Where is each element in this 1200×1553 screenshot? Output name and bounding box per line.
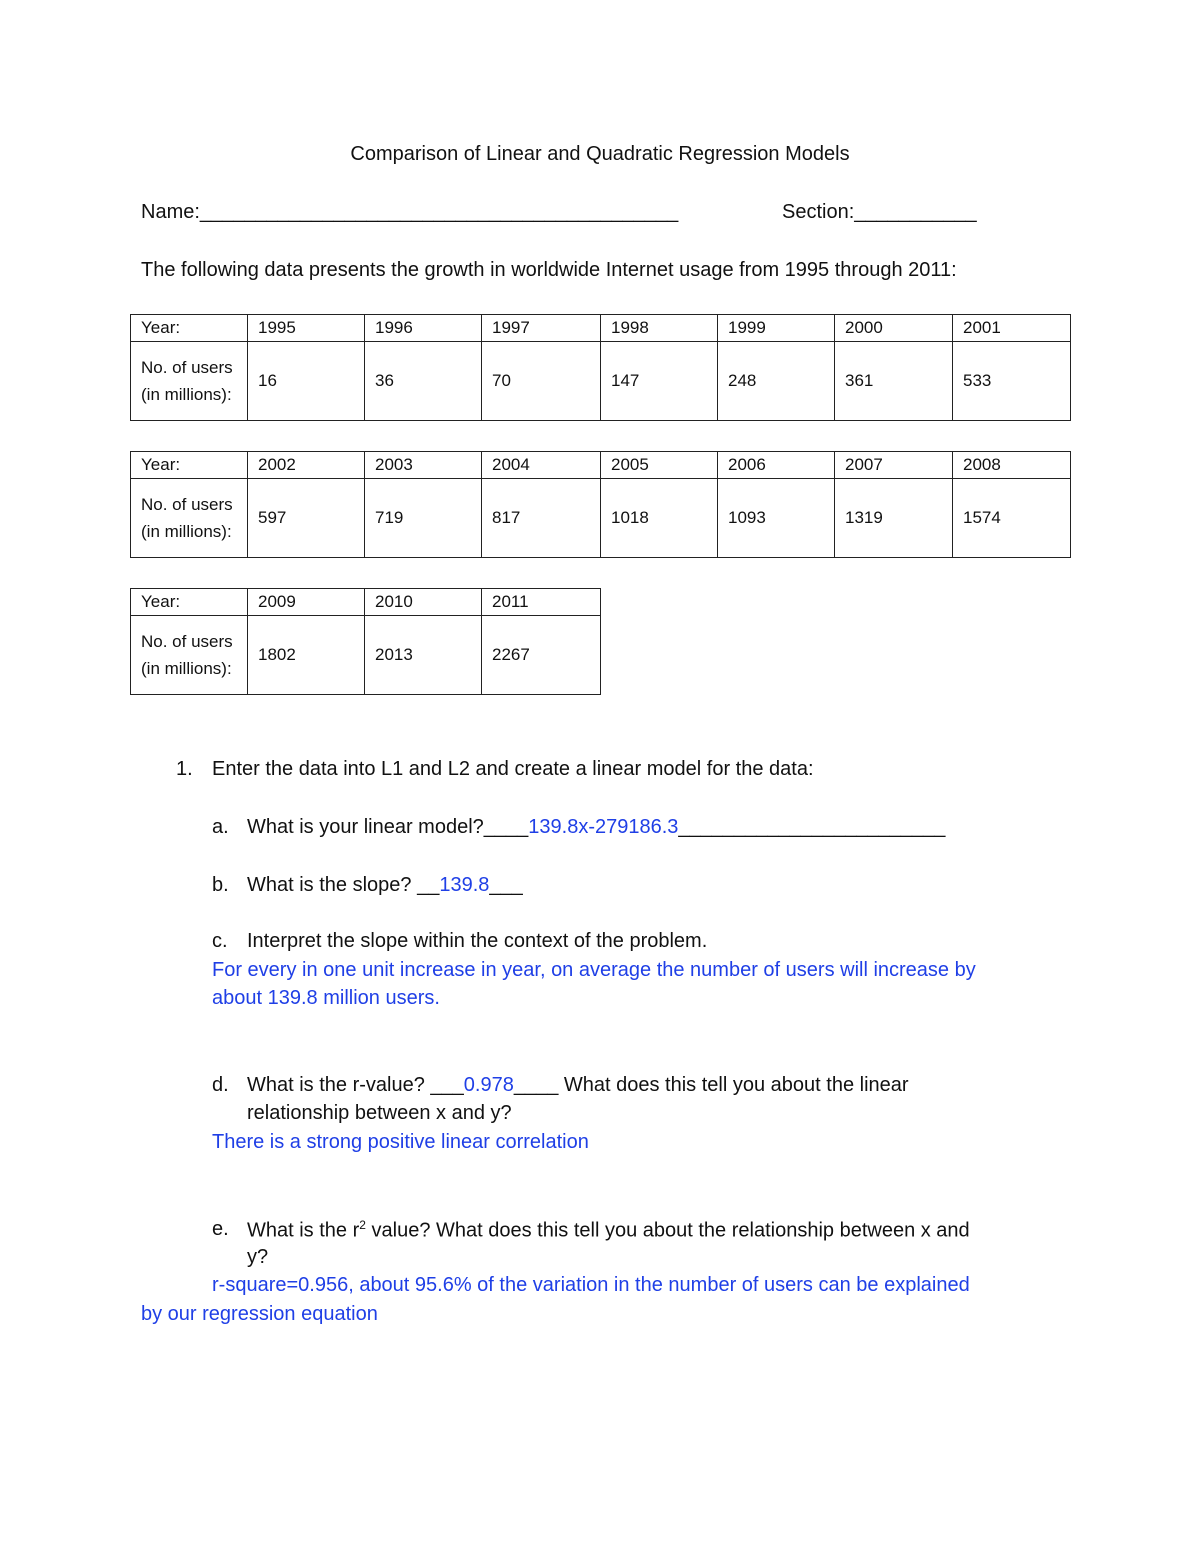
name-line bbox=[141, 201, 678, 224]
question-1a-blank: ________________________ bbox=[678, 816, 946, 838]
users-cell: 36 bbox=[365, 342, 482, 421]
year-cell: 2006 bbox=[718, 452, 835, 479]
users-cell: 1574 bbox=[953, 479, 1071, 558]
users-cell: 817 bbox=[482, 479, 601, 558]
data-table-1 bbox=[130, 314, 1071, 421]
year-cell: 2004 bbox=[482, 452, 601, 479]
question-1a-answer[interactable]: 139.8x-279186.3 bbox=[528, 816, 679, 838]
users-cell: 248 bbox=[718, 342, 835, 421]
question-1c-answer-line-1[interactable]: For every in one unit increase in year, on average the number of users will increase by bbox=[212, 959, 976, 981]
year-cell: 1996 bbox=[365, 315, 482, 342]
question-1c-marker: c. bbox=[212, 930, 228, 952]
question-1b-line bbox=[247, 874, 523, 897]
question-1e-superscript: 2 bbox=[359, 1218, 366, 1232]
question-1b-blank: ___ bbox=[489, 874, 523, 896]
question-1e-text-post: value? What does this tell you about the relationship between x and bbox=[365, 1219, 970, 1242]
name-blank[interactable]: ___________________________________________ bbox=[199, 201, 679, 223]
users-label: No. of users (in millions): bbox=[131, 342, 248, 421]
section-label: Section: bbox=[782, 201, 855, 223]
year-cell: 2010 bbox=[365, 589, 482, 616]
users-cell: 597 bbox=[248, 479, 365, 558]
table-row-users bbox=[131, 342, 1071, 421]
question-1d-text-line-2: relationship between x and y? bbox=[247, 1102, 512, 1124]
year-cell: 2000 bbox=[835, 315, 953, 342]
question-1d-line bbox=[247, 1074, 909, 1097]
section-line bbox=[782, 201, 977, 224]
question-1c-answer-line-2[interactable]: about 139.8 million users. bbox=[212, 987, 440, 1009]
page-title: Comparison of Linear and Quadratic Regression Models bbox=[350, 143, 850, 165]
users-cell: 1093 bbox=[718, 479, 835, 558]
users-cell: 719 bbox=[365, 479, 482, 558]
users-cell: 361 bbox=[835, 342, 953, 421]
question-1e-line bbox=[247, 1218, 970, 1243]
users-cell: 70 bbox=[482, 342, 601, 421]
table-row-years bbox=[131, 589, 601, 616]
data-table-2 bbox=[130, 451, 1071, 558]
year-cell: 2001 bbox=[953, 315, 1071, 342]
question-1d-marker: d. bbox=[212, 1074, 229, 1096]
year-cell: 2003 bbox=[365, 452, 482, 479]
question-1a-text: What is your linear model?____ bbox=[247, 816, 529, 838]
question-1a-marker: a. bbox=[212, 816, 229, 838]
users-label: No. of users (in millions): bbox=[131, 616, 248, 695]
users-cell: 1319 bbox=[835, 479, 953, 558]
year-label: Year: bbox=[131, 452, 248, 479]
users-cell: 1802 bbox=[248, 616, 365, 695]
year-label: Year: bbox=[131, 315, 248, 342]
year-label: Year: bbox=[131, 589, 248, 616]
users-cell: 2267 bbox=[482, 616, 601, 695]
question-1d-answer-line[interactable]: There is a strong positive linear correlation bbox=[212, 1131, 589, 1153]
year-cell: 2009 bbox=[248, 589, 365, 616]
data-table-3 bbox=[130, 588, 601, 695]
question-1e-answer-line-2[interactable]: by our regression equation bbox=[141, 1303, 378, 1325]
users-cell: 147 bbox=[601, 342, 718, 421]
year-cell: 1998 bbox=[601, 315, 718, 342]
name-label: Name: bbox=[141, 201, 200, 223]
question-1b-text: What is the slope? __ bbox=[247, 874, 440, 896]
question-1-text: Enter the data into L1 and L2 and create a linear model for the data: bbox=[212, 758, 814, 780]
users-cell: 1018 bbox=[601, 479, 718, 558]
users-cell: 533 bbox=[953, 342, 1071, 421]
year-cell: 2002 bbox=[248, 452, 365, 479]
question-1b-answer[interactable]: 139.8 bbox=[439, 874, 490, 896]
question-1b-marker: b. bbox=[212, 874, 229, 896]
users-cell: 16 bbox=[248, 342, 365, 421]
question-1e-text-line-2: y? bbox=[247, 1246, 269, 1268]
intro-text: The following data presents the growth in worldwide Internet usage from 1995 through 2011: bbox=[141, 259, 957, 281]
year-cell: 2007 bbox=[835, 452, 953, 479]
table-row-years bbox=[131, 315, 1071, 342]
question-1a-line bbox=[247, 816, 945, 839]
users-label: No. of users (in millions): bbox=[131, 479, 248, 558]
year-cell: 1999 bbox=[718, 315, 835, 342]
question-1d-text: What is the r-value? ___ bbox=[247, 1074, 464, 1096]
year-cell: 2005 bbox=[601, 452, 718, 479]
year-cell: 2011 bbox=[482, 589, 601, 616]
table-row-users bbox=[131, 479, 1071, 558]
question-1c-text: Interpret the slope within the context of the problem. bbox=[247, 930, 708, 952]
question-1d-text-post: ____ What does this tell you about the linear bbox=[513, 1074, 909, 1096]
table-row-users bbox=[131, 616, 601, 695]
year-cell: 2008 bbox=[953, 452, 1071, 479]
year-cell: 1995 bbox=[248, 315, 365, 342]
question-1e-marker: e. bbox=[212, 1218, 229, 1240]
users-cell: 2013 bbox=[365, 616, 482, 695]
section-blank[interactable]: ___________ bbox=[854, 201, 977, 223]
question-1-number: 1. bbox=[176, 758, 193, 780]
table-row-years bbox=[131, 452, 1071, 479]
question-1d-answer[interactable]: 0.978 bbox=[463, 1074, 514, 1096]
question-1e-text: What is the r bbox=[247, 1219, 360, 1242]
question-1e-answer-line-1[interactable]: r-square=0.956, about 95.6% of the variation in the number of users can be explained bbox=[212, 1274, 970, 1296]
year-cell: 1997 bbox=[482, 315, 601, 342]
